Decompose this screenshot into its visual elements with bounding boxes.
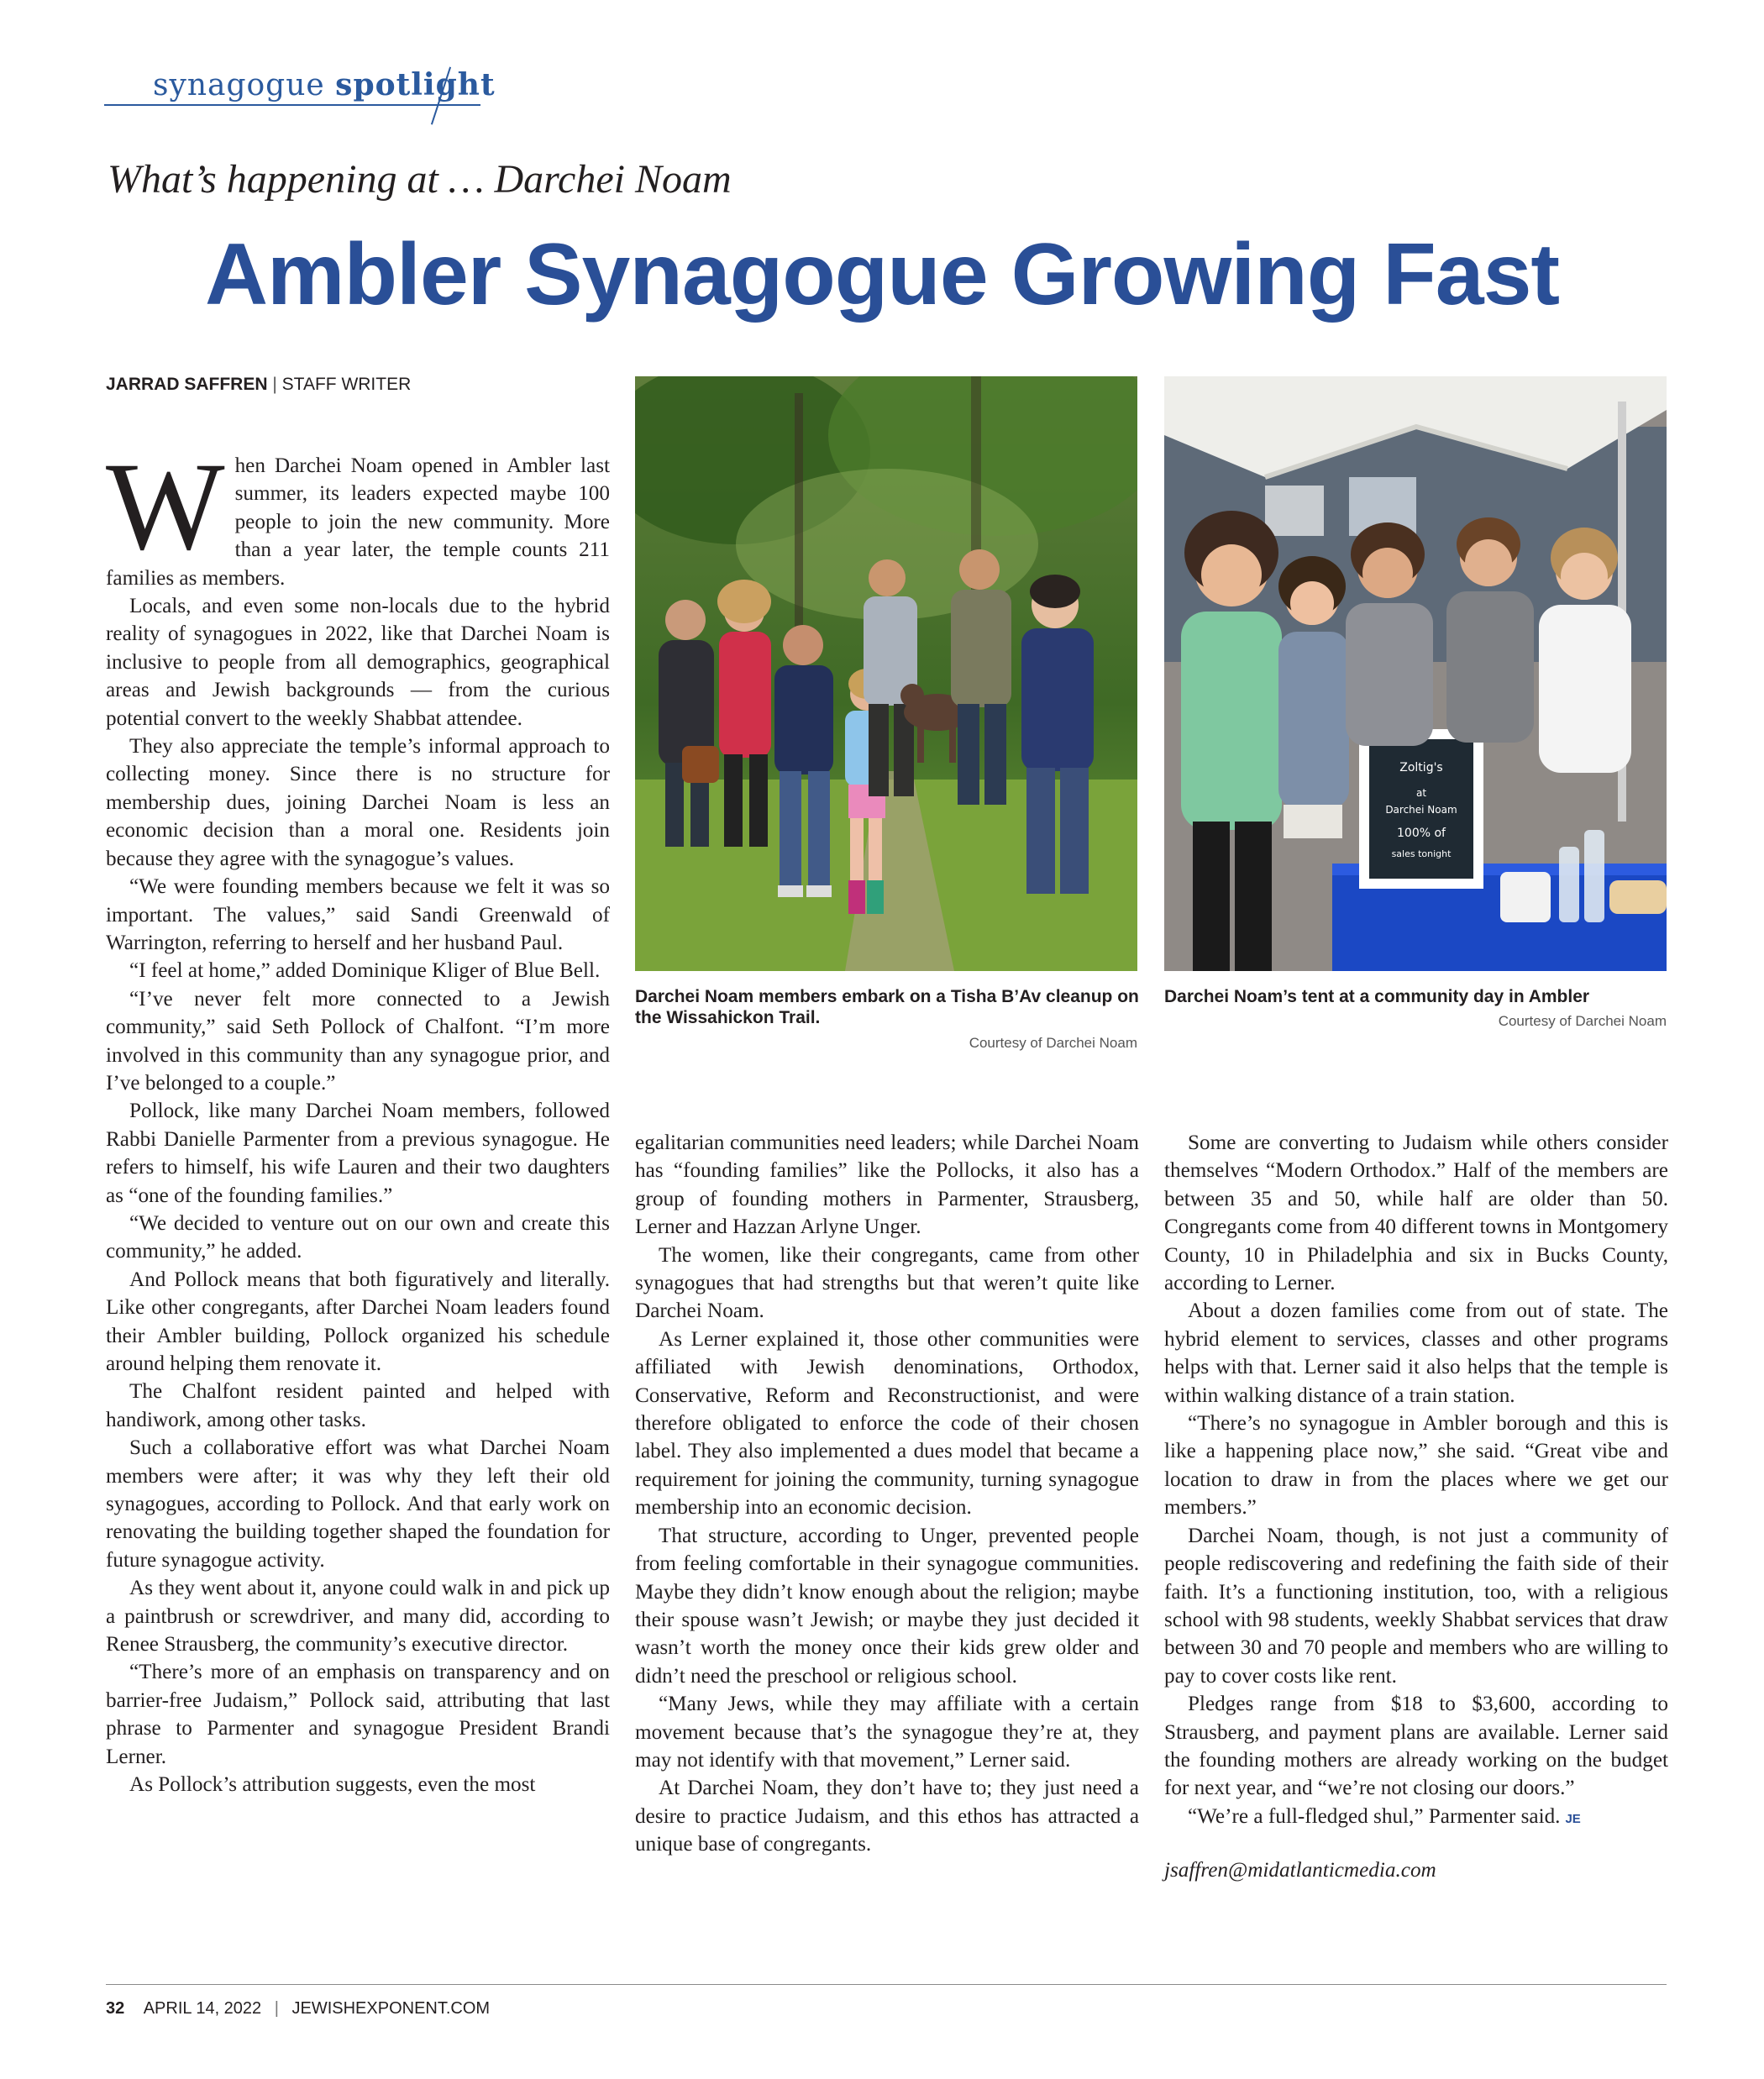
headline: Ambler Synagogue Growing Fast xyxy=(204,226,1560,323)
article-paragraph: “There’s more of an emphasis on transparency and on barrier-free Judaism,” Pollock said, attributing that last phrase to Parmenter and synagogue President Brandi Lerner. xyxy=(106,1661,610,1768)
article-paragraph xyxy=(1164,1803,1668,1833)
article-paragraph: “I feel at home,” added Dominique Kliger of Blue Bell. xyxy=(129,959,601,983)
article-paragraph: “I’ve never felt more connected to a Jewish community,” said Seth Pollock of Chalfont. “I’m more involved in this community than any synagogue prior, and I’ve belonged to a couple.” xyxy=(106,987,610,1095)
article-paragraph: Some are converting to Judaism while others consider themselves “Modern Orthodox.” Half of the members are between 35 and 50, while half are older than 50. Congregants come from 40 different towns in Montgomery County, 10 in Philadelphia and six in Bucks County, according to Lerner. xyxy=(1164,1131,1668,1295)
article-paragraph xyxy=(106,437,610,592)
article-column-2 xyxy=(635,1129,1139,1859)
article-paragraph: Locals, and even some non-locals due to the hybrid reality of synagogues in 2022, like that Darchei Noam is inclusive to people from all demographics, geographical areas and Jewish backgrounds — from the curious potential convert to the weekly Shabbat attendee. xyxy=(106,595,610,730)
article-paragraph: As they went about it, anyone could walk in and pick up a paintbrush or screwdriver, and many did, according to Renee Strausberg, the community’s executive director. xyxy=(106,1577,610,1656)
article-paragraph: Darchei Noam, though, is not just a community of people rediscovering and redefining the faith side of their faith. It’s a functioning institution, too, with a religious school with 98 students, weekly Shabbat services that draw between 30 and 70 people and members who are willing to pay to cover costs like rent. xyxy=(1164,1524,1668,1688)
footer-rule xyxy=(106,1984,1667,1985)
svg-text:sales tonight: sales tonight xyxy=(1391,848,1452,859)
article-paragraph: “We decided to venture out on our own and create this community,” he added. xyxy=(106,1211,610,1263)
article-paragraph: “There’s no synagogue in Ambler borough and this is like a happening place now,” she said. “Great vibe and location to draw in from the places where we get our members.” xyxy=(1164,1412,1668,1520)
footer-separator: | xyxy=(274,1999,279,2018)
article-paragraph: As Pollock’s attribution suggests, even the most xyxy=(129,1773,536,1797)
svg-text:Darchei Noam: Darchei Noam xyxy=(1385,804,1457,816)
article-paragraph: The women, like their congregants, came from other synagogues that had strengths but that weren’t quite like Darchei Noam. xyxy=(635,1243,1139,1323)
photo-2-caption: Darchei Noam’s tent at a community day in Ambler xyxy=(1164,987,1590,1006)
publication-site[interactable]: JEWISHEXPONENT.COM xyxy=(291,1999,491,2018)
article-paragraph: Pledges range from $18 to $3,600, according to Strausberg, and payment plans are available. Lerner said the founding mothers are already working on the budget for next year, and “we’re not closing our doors.” xyxy=(1164,1693,1668,1800)
paragraph-text: hen Darchei Noam opened in Ambler last summer, its leaders expected maybe 100 people to join the new community. More than a year later, the temple counts 211 families as members. xyxy=(106,454,610,590)
article-paragraph: As Lerner explained it, those other communities were affiliated with Jewish denominations, Orthodox, Conservative, Reform and Reconstructionist, and were therefore obligated to enforce the code of their chosen label. They also implemented a dues model that became a requirement for joining the community, turning synagogue membership into an economic decision. xyxy=(635,1327,1139,1520)
article-paragraph: That structure, according to Unger, prevented people from feeling comfortable in their synagogue communities. Maybe they didn’t know enough about the religion; maybe their spouse wasn’t Jewish; or maybe they just decided it wasn’t worth the money once their kids grew older and didn’t need the preschool or religious school. xyxy=(635,1524,1139,1688)
issue-date: APRIL 14, 2022 xyxy=(143,1999,262,2018)
photo-2-credit: Courtesy of Darchei Noam xyxy=(1498,1013,1667,1029)
photo-community-tent-image xyxy=(1164,376,1667,971)
photo-community-tent xyxy=(1164,376,1667,971)
end-tag: JE xyxy=(1565,1811,1581,1826)
byline-name: JARRAD SAFFREN xyxy=(106,375,268,394)
drop-cap: W xyxy=(106,437,225,576)
author-email[interactable]: jsaffren@midatlanticmedia.com xyxy=(1164,1859,1436,1882)
article-paragraph: Pollock, like many Darchei Noam members, followed Rabbi Danielle Parmenter from a previous synagogue. He refers to himself, his wife Lauren and their two daughters as “one of the founding families.” xyxy=(106,1100,610,1207)
article-column-3 xyxy=(1164,1129,1668,1885)
article-column-1 xyxy=(106,437,610,1799)
byline-separator: | xyxy=(272,375,277,394)
article-paragraph: “Many Jews, while they may affiliate with a certain movement because that’s the synagogue they’re at, they may not identify with that movement,” Lerner said. xyxy=(635,1693,1139,1772)
photo-1-credit: Courtesy of Darchei Noam xyxy=(969,1035,1137,1051)
photo-trail-cleanup-image xyxy=(635,376,1137,971)
byline-role: STAFF WRITER xyxy=(281,375,412,394)
svg-text:Zoltig's: Zoltig's xyxy=(1399,761,1443,774)
section-label-bold: spotlight xyxy=(335,67,496,102)
page-footer xyxy=(106,1999,490,2019)
photo-trail-cleanup xyxy=(635,376,1137,971)
svg-text:at: at xyxy=(1415,787,1427,799)
article-paragraph: “We were founding members because we felt it was so important. The values,” said Sandi Greenwald of Warrington, referring to herself and her husband Paul. xyxy=(106,875,610,954)
section-label-regular: synagogue xyxy=(153,68,325,102)
article-paragraph: Such a collaborative effort was what Darchei Noam members were after; it was why they left their old synagogues, according to Pollock. And that early work on renovating the building together shaped the foundation for future synagogue activity. xyxy=(106,1436,610,1572)
article-paragraph: They also appreciate the temple’s informal approach to collecting money. Since there is no structure for membership dues, joining Darchei Noam is less an economic decision than a moral one. Residents join because they agree with the synagogue’s values. xyxy=(106,735,610,870)
article-paragraph: About a dozen families come from out of state. The hybrid element to services, classes and other programs helps with that. Lerner said it also helps that the temple is within walking distance of a train station. xyxy=(1164,1299,1668,1407)
kicker: What’s happening at … Darchei Noam xyxy=(108,157,732,202)
page-number: 32 xyxy=(106,1999,125,2018)
section-rule xyxy=(104,104,480,106)
photo-1-caption: Darchei Noam members embark on a Tisha B’Av cleanup on the Wissahickon Trail. xyxy=(635,987,1139,1027)
article-paragraph: At Darchei Noam, they don’t have to; they just need a desire to practice Judaism, and this ethos has attracted a unique base of congregants. xyxy=(635,1777,1139,1856)
byline xyxy=(106,375,411,395)
article-paragraph: And Pollock means that both figuratively and literally. Like other congregants, after Darchei Noam leaders found their Ambler building, Pollock organized his schedule around helping them renovate it. xyxy=(106,1268,610,1375)
article-paragraph: The Chalfont resident painted and helped with handiwork, among other tasks. xyxy=(106,1380,610,1431)
article-paragraph: egalitarian communities need leaders; while Darchei Noam has “founding families” like the Pollocks, it also has a group of founding mothers in Parmenter, Strausberg, Lerner and Hazzan Arlyne Unger. xyxy=(635,1131,1139,1239)
svg-text:100% of: 100% of xyxy=(1397,827,1446,840)
paragraph-text: “We’re a full-fledged shul,” Parmenter said. xyxy=(1188,1804,1561,1828)
